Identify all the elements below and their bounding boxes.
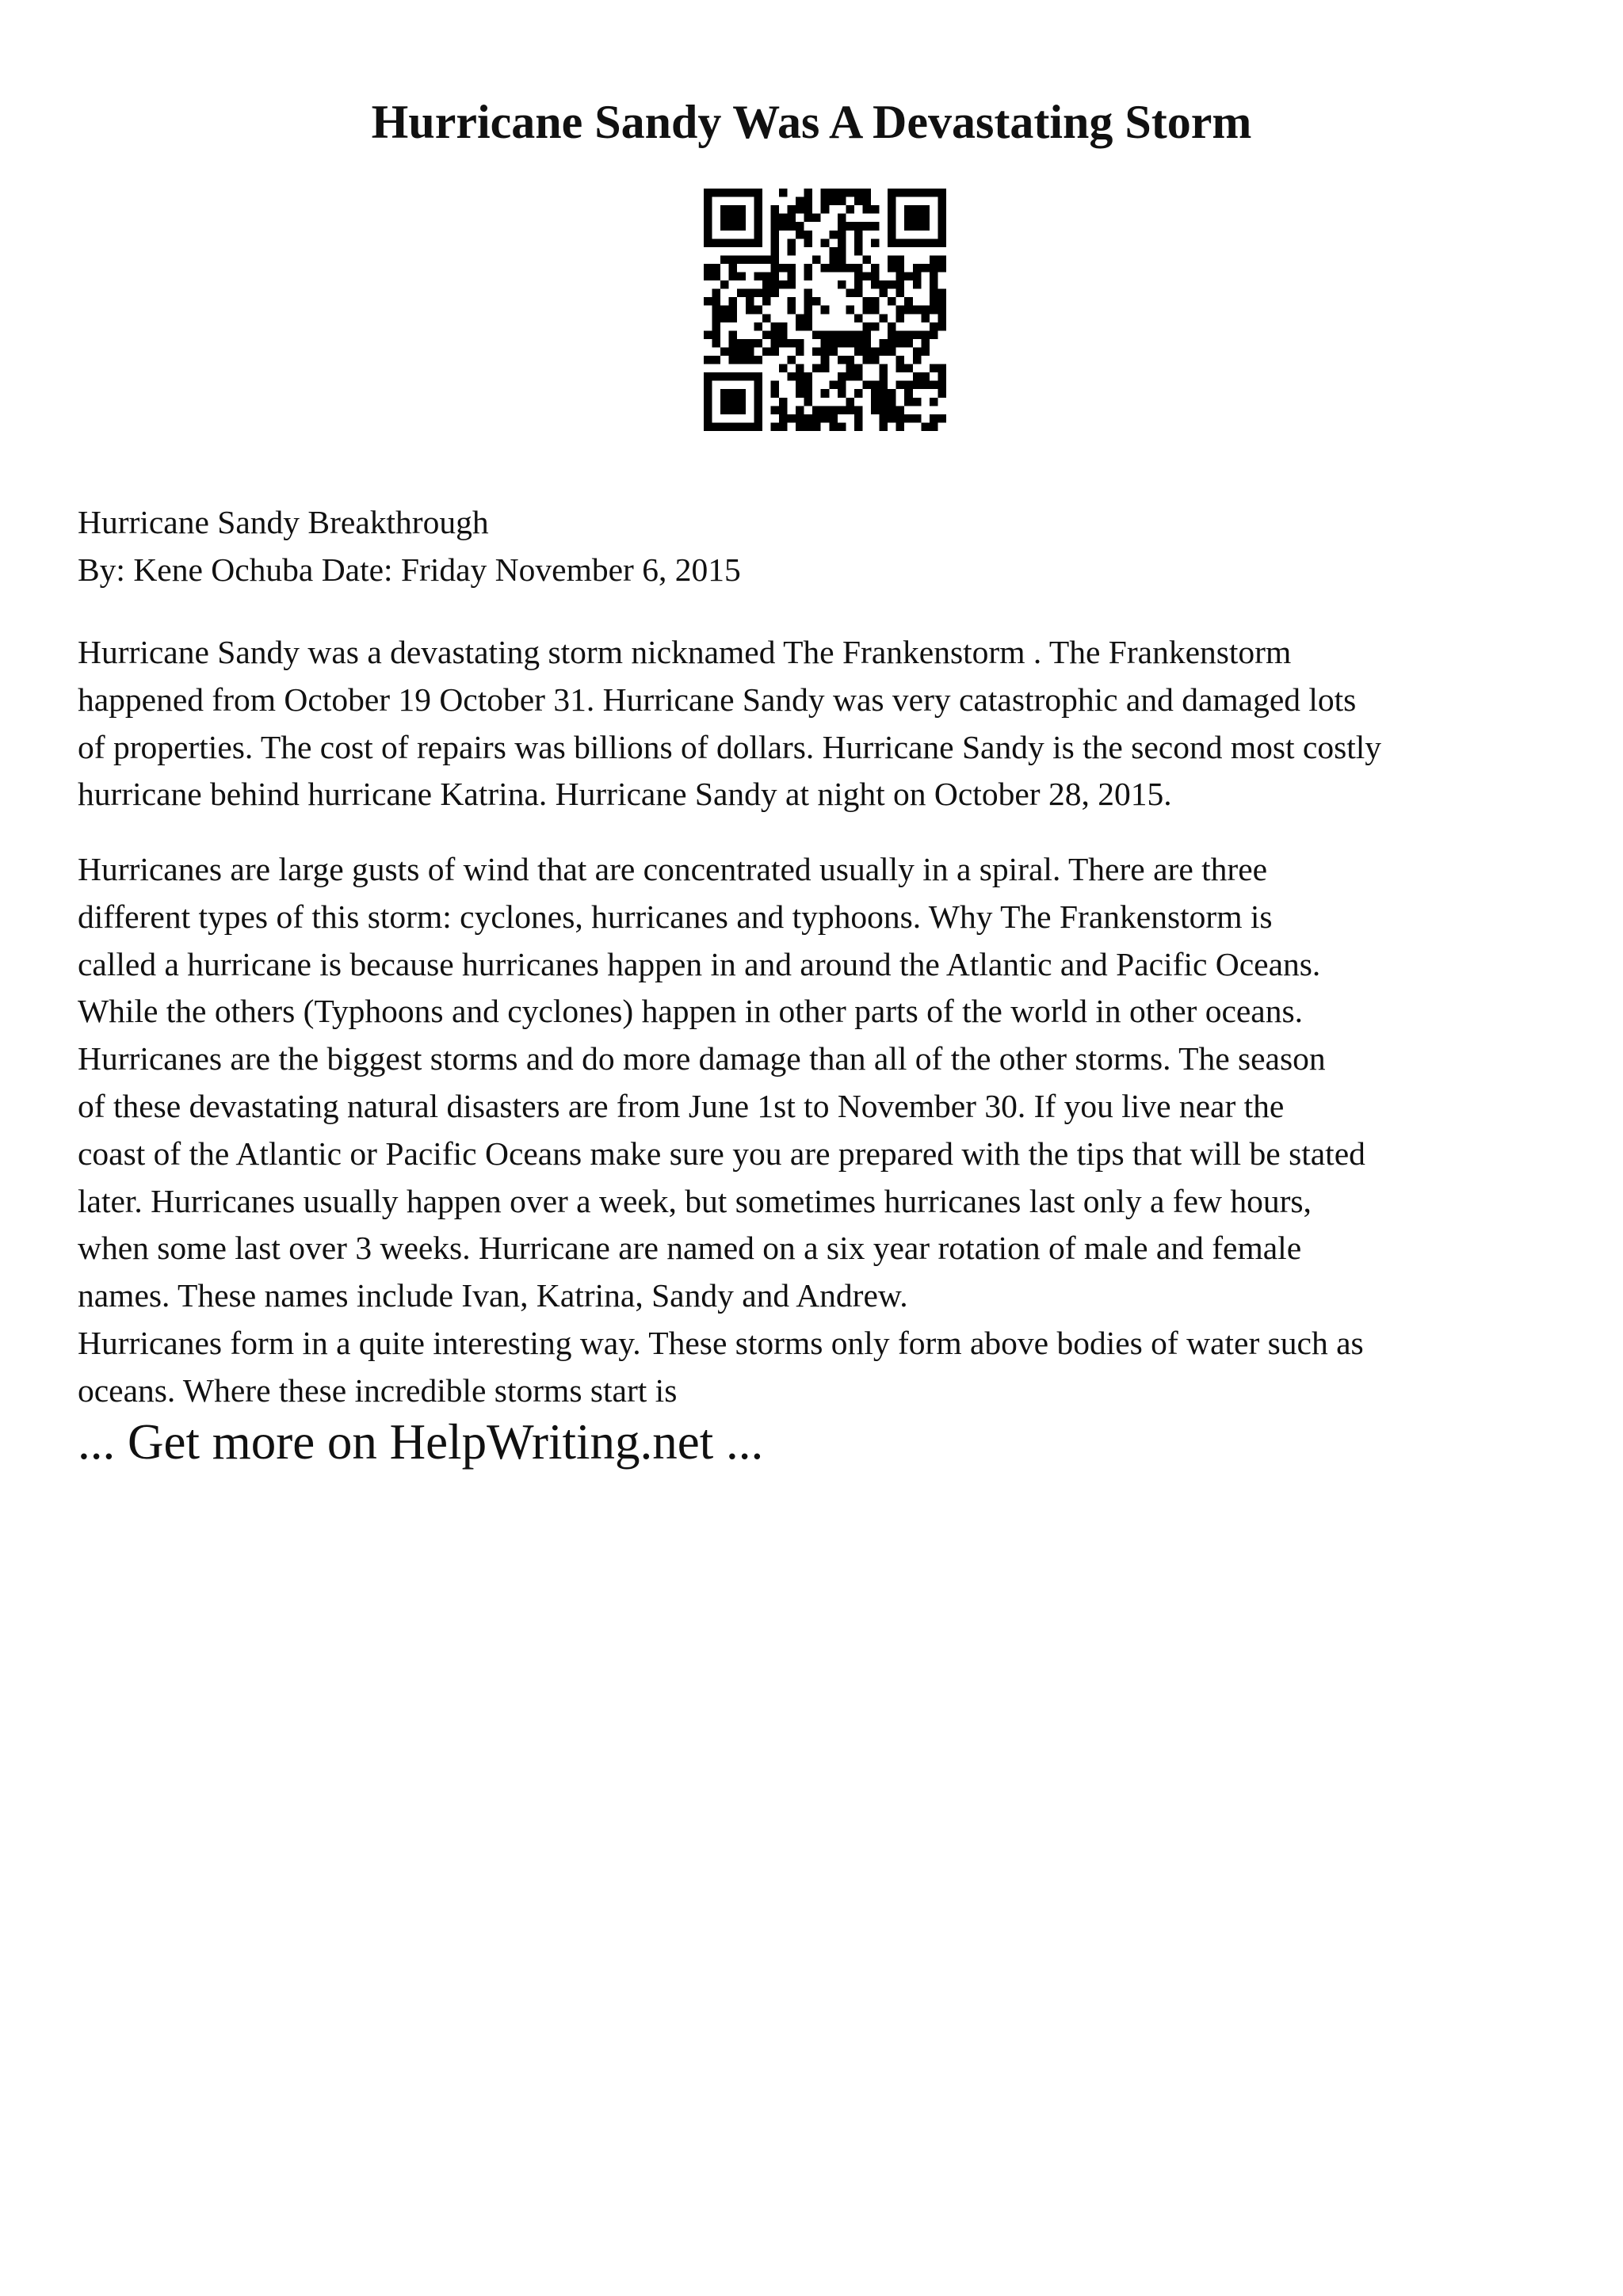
helpwriting-link[interactable]: ... Get more on HelpWriting.net ... [78, 1414, 764, 1470]
paragraph-line: happened from October 19 October 31. Hurricane Sandy was very catastrophic and damaged lots [78, 681, 1357, 718]
paragraph-line: called a hurricane is because hurricanes happen in and around the Atlantic and Pacific Oceans. [78, 945, 1321, 982]
qr-code-icon [704, 189, 946, 431]
paragraph-line: While the others (Typhoons and cyclones) happen in other parts of the world in other oceans. [78, 993, 1303, 1030]
paragraph-line: coast of the Atlantic or Pacific Oceans make sure you are prepared with the tips that will be stated [78, 1135, 1365, 1172]
paragraph-line: Hurricanes are the biggest storms and do more damage than all of the other storms. The season [78, 1040, 1326, 1077]
paragraph-line: when some last over 3 weeks. Hurricane are named on a six year rotation of male and female [78, 1230, 1302, 1267]
document-subtitle: Hurricane Sandy Breakthrough [78, 504, 489, 540]
paragraph-line: later. Hurricanes usually happen over a week, but sometimes hurricanes last only a few hours, [78, 1182, 1312, 1219]
paragraph-line: names. These names include Ivan, Katrina, Sandy and Andrew. [78, 1277, 908, 1314]
paragraph-line: Hurricanes form in a quite interesting way. These storms only form above bodies of water such as [78, 1324, 1364, 1361]
document-meta [78, 499, 1568, 594]
paragraph-line: hurricane behind hurricane Katrina. Hurricane Sandy at night on October 28, 2015. [78, 776, 1172, 813]
document-byline: By: Kene Ochuba Date: Friday November 6, 2015 [78, 551, 741, 588]
paragraph-line: Hurricane Sandy was a devastating storm nicknamed The Frankenstorm . The Frankenstorm [78, 634, 1292, 670]
paragraph-line: different types of this storm: cyclones, hurricanes and typhoons. Why The Frankenstorm is [78, 898, 1273, 935]
paragraph-line: Hurricanes are large gusts of wind that are concentrated usually in a spiral. There are three [78, 851, 1268, 887]
paragraph-1 [78, 629, 1568, 818]
document-title: Hurricane Sandy Was A Devastating Storm [371, 96, 1252, 148]
paragraph-line: oceans. Where these incredible storms start is [78, 1371, 678, 1409]
paragraph-line: of these devastating natural disasters are from June 1st to November 30. If you live near the [78, 1087, 1285, 1124]
paragraph-line: of properties. The cost of repairs was billions of dollars. Hurricane Sandy is the second most costly [78, 728, 1382, 765]
paragraph-2 [78, 846, 1568, 1415]
